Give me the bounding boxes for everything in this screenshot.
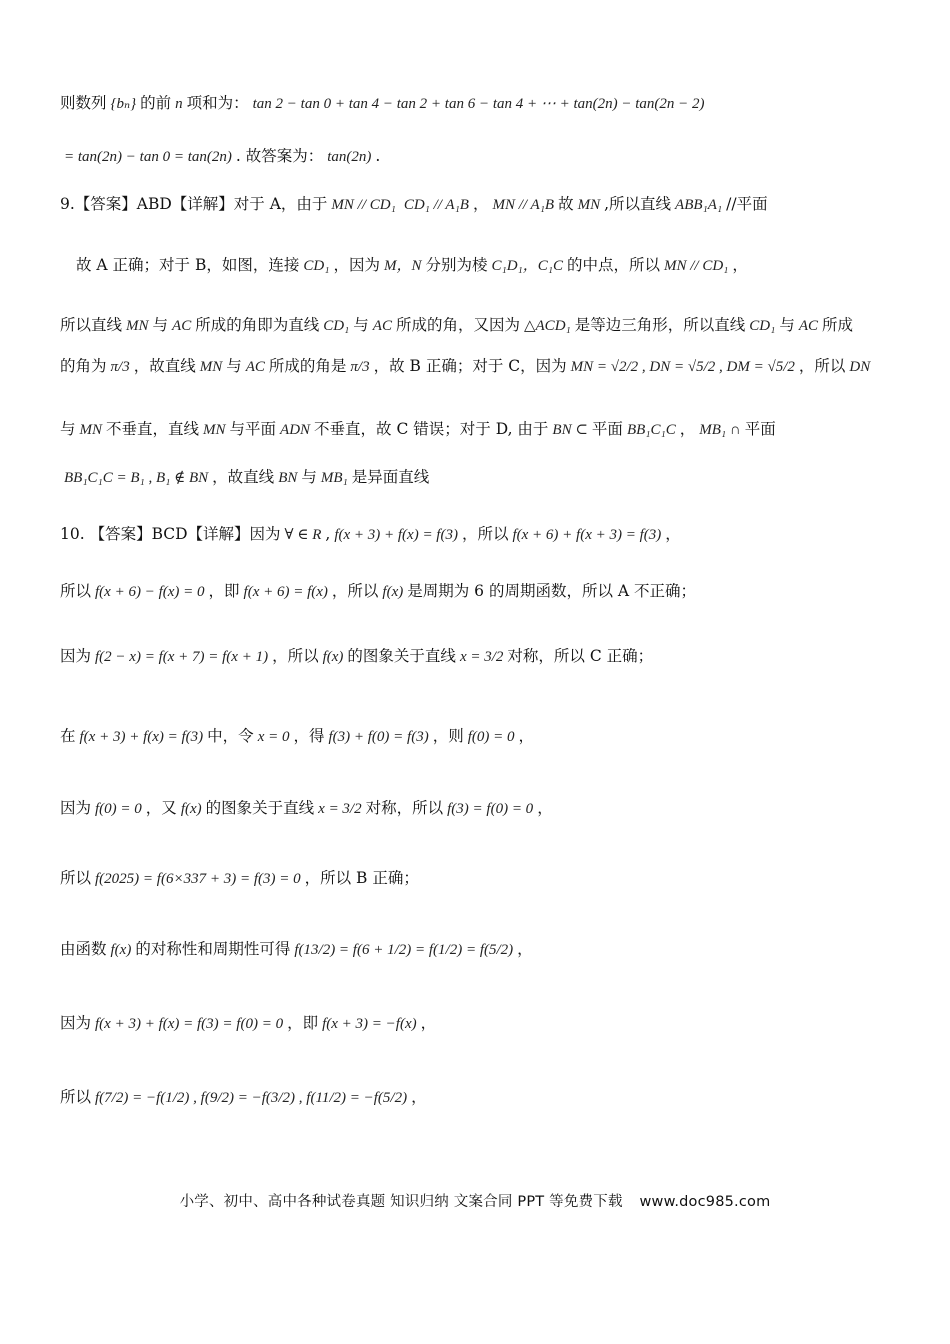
text-line (60, 92, 895, 115)
text-run: 是等边三角形，所以直线 (574, 316, 746, 334)
text-run: ，因为 (333, 256, 380, 274)
text-run: 的对称性和周期性可得 (135, 940, 291, 958)
text-run: ，又 (145, 799, 177, 817)
math-expression: f(0) = 0 (95, 801, 142, 817)
math-expression: f(x) (382, 584, 404, 600)
math-expression: f(3) + f(0) = f(3) (328, 729, 429, 745)
text-line (60, 1012, 895, 1035)
math-expression: f(x + 6) + f(x + 3) = f(3) (512, 527, 662, 543)
text-run: ， (518, 727, 535, 745)
math-expression: CD₁ (323, 318, 350, 334)
text-run: 对称，所以 (365, 799, 444, 817)
text-run: 的角为 (60, 357, 107, 375)
text-run: 的图象关于直线 (205, 799, 315, 817)
text-run: 则数列 (60, 94, 107, 112)
text-run: ，故直线 (133, 357, 196, 375)
math-expression: f(x + 6) = f(x) (243, 584, 328, 600)
math-expression: AC (245, 359, 265, 375)
text-run: ，所以 (798, 357, 846, 375)
math-expression: MN (577, 197, 601, 213)
math-expression: f(x + 3) + f(x) = f(3) (334, 527, 458, 543)
math-expression: MN // CD₁ (664, 258, 729, 274)
text-run: 故 (558, 195, 574, 213)
text-run: 平面 (591, 420, 623, 438)
math-expression: MN (203, 422, 226, 438)
text-run: ， (411, 1088, 427, 1106)
text-line (60, 938, 895, 961)
text-run: ， (517, 940, 533, 958)
math-expression: BN (278, 470, 298, 486)
math-expression: MN (79, 422, 103, 438)
math-expression: MN (199, 359, 223, 375)
text-line (60, 797, 895, 820)
text-line (60, 725, 895, 748)
text-run: 与 (353, 316, 369, 334)
math-expression: CD₁ // A₁B (403, 197, 469, 213)
text-line (76, 254, 895, 277)
math-expression: f(3) = f(0) = 0 (447, 801, 534, 817)
math-expression: DN (849, 359, 871, 375)
text-line (60, 645, 895, 668)
text-run: , (325, 525, 331, 543)
text-run: 所成的角是 (268, 357, 347, 375)
text-run: 10. 【答案】BCD【详解】因为 (60, 525, 281, 543)
math-expression: f(x + 3) = −f(x) (322, 1016, 417, 1032)
text-line (60, 1086, 895, 1109)
text-run: ， (665, 525, 681, 543)
math-expression: BB₁C₁C = B₁ , B₁ ∉ BN (64, 470, 209, 486)
text-run: ， (537, 799, 553, 817)
math-expression: n (175, 96, 183, 112)
math-expression: tan 2 − tan 0 + tan 4 − tan 2 + tan 6 − tan 4 + ⋯ + tan(2n) − tan(2n − 2) (252, 96, 705, 112)
footer-text: 小学、初中、高中各种试卷真题 知识归纳 文案合同 PPT 等免费下载 (179, 1194, 623, 1210)
text-run: 不垂直，故 C 错误；对于 D, 由于 (314, 420, 549, 438)
text-run: 不垂直，直线 (106, 420, 200, 438)
math-expression: x = 0 (257, 729, 290, 745)
text-run: 与 (226, 357, 242, 375)
text-run: 是周期为 6 的周期函数，所以 A 不正确； (407, 582, 697, 600)
math-expression: f(x + 6) − f(x) = 0 (95, 584, 205, 600)
math-expression: MN = √2/2 , DN = √5/2 , DM = √5/2 (570, 359, 795, 375)
text-run: 9.【答案】ABD【详解】对于 A，由于 (60, 195, 328, 213)
math-expression: f(2 − x) = f(x + 7) = f(x + 1) (95, 649, 269, 665)
math-expression: = tan(2n) − tan 0 = tan(2n) (64, 149, 232, 165)
text-run: ，即 (208, 582, 240, 600)
math-expression: ∀ ∈ R (284, 527, 322, 543)
math-expression: C₁D₁，C₁C (491, 258, 563, 274)
math-expression: ABB₁A₁ (675, 197, 723, 213)
math-expression: f(x) (180, 801, 202, 817)
text-run: 所以直线 (60, 316, 123, 334)
text-run: 平面 (744, 420, 776, 438)
text-run: 与 (301, 468, 317, 486)
text-line (60, 523, 895, 546)
text-run: 的中点，所以 (566, 256, 660, 274)
math-expression: BN ⊂ (552, 422, 588, 438)
math-expression: AC (372, 318, 392, 334)
text-run: 的前 (140, 94, 172, 112)
text-line (60, 314, 895, 337)
text-run: 中，令 (207, 727, 254, 745)
text-run: . 故答案为： (235, 147, 324, 165)
math-expression: {bₙ} (110, 96, 137, 112)
math-expression: CD₁ (303, 258, 330, 274)
math-expression: f(x + 3) + f(x) = f(3) = f(0) = 0 (95, 1016, 284, 1032)
math-expression: MN (126, 318, 149, 334)
math-expression: MN // CD₁ (331, 197, 396, 213)
page-footer (0, 1190, 950, 1211)
text-run: 与 (60, 420, 76, 438)
text-line (60, 867, 895, 890)
text-run: 所以 (60, 1088, 92, 1106)
text-run: ，所以 (461, 525, 509, 543)
text-run: ，则 (432, 727, 464, 745)
math-expression: f(13/2) = f(6 + 1/2) = f(1/2) = f(5/2) (294, 942, 514, 958)
math-expression: x = 3/2 (318, 801, 362, 817)
math-expression: f(0) = 0 (467, 729, 515, 745)
text-run: . (375, 147, 381, 165)
text-run: 因为 (60, 647, 92, 665)
text-run: ， (732, 256, 748, 274)
math-expression: BB₁C₁C (626, 422, 676, 438)
text-run: ， (420, 1014, 437, 1032)
text-run: 的图象关于直线 (347, 647, 456, 665)
text-run: ，即 (287, 1014, 319, 1032)
math-expression: f(x) (322, 649, 344, 665)
text-run: 与 (152, 316, 169, 334)
math-expression: tan(2n) (327, 149, 372, 165)
math-expression: AC (172, 318, 192, 334)
math-expression: AC (798, 318, 819, 334)
text-run: 与 (779, 316, 795, 334)
text-line (60, 145, 895, 168)
text-run: 所成 (822, 316, 854, 334)
math-expression: f(2025) = f(6×337 + 3) = f(3) = 0 (95, 871, 301, 887)
text-line (60, 418, 895, 441)
text-run: 所以 (60, 582, 92, 600)
math-expression: M，N (383, 258, 422, 274)
text-run: ，所以 (272, 647, 319, 665)
text-run: 所成的角，又因为 (395, 316, 520, 334)
text-line (60, 355, 895, 378)
text-run: 分别为棱 (425, 256, 488, 274)
text-run: 项和为： (186, 94, 249, 112)
footer-url: www.doc985.com (639, 1194, 771, 1210)
math-expression: π/3 (110, 359, 130, 375)
math-expression: f(x + 3) + f(x) = f(3) (79, 729, 204, 745)
math-expression: x = 3/2 (459, 649, 504, 665)
math-expression: π/3 (350, 359, 370, 375)
text-run: ，得 (293, 727, 325, 745)
text-run: ， (679, 420, 696, 438)
math-expression: CD₁ (749, 318, 776, 334)
text-run: 由函数 (60, 940, 107, 958)
text-run: ，故直线 (212, 468, 275, 486)
text-run: 所成的角即为直线 (195, 316, 320, 334)
text-run: ，故 B 正确；对于 C，因为 (373, 357, 567, 375)
math-expression: MB₁ ∩ (699, 422, 741, 438)
text-run: 是异面直线 (351, 468, 430, 486)
text-run: 在 (60, 727, 76, 745)
math-expression: f(x) (110, 942, 132, 958)
math-expression: MN // A₁B (492, 197, 555, 213)
math-expression: f(7/2) = −f(1/2) , f(9/2) = −f(3/2) , f(11/2) = −f(5/2) (95, 1090, 408, 1106)
math-expression: ADN (280, 422, 311, 438)
text-line (60, 580, 895, 603)
text-line (60, 193, 895, 216)
text-run: 对称，所以 C 正确； (507, 647, 654, 665)
text-run: 所以 (60, 869, 92, 887)
text-run: 与平面 (229, 420, 277, 438)
text-run: ， (472, 195, 489, 213)
math-expression: MB₁ (320, 470, 348, 486)
text-run: 因为 (60, 799, 92, 817)
math-expression: △ACD₁ (523, 318, 571, 334)
text-run: ，所以 (331, 582, 379, 600)
text-run: 故 A 正确；对于 B，如图，连接 (76, 256, 300, 274)
text-run: //平面 (726, 195, 768, 213)
text-run: 因为 (60, 1014, 92, 1032)
text-run: ，所以 B 正确； (304, 869, 419, 887)
text-run: ,所以直线 (604, 195, 672, 213)
text-line (60, 466, 895, 489)
